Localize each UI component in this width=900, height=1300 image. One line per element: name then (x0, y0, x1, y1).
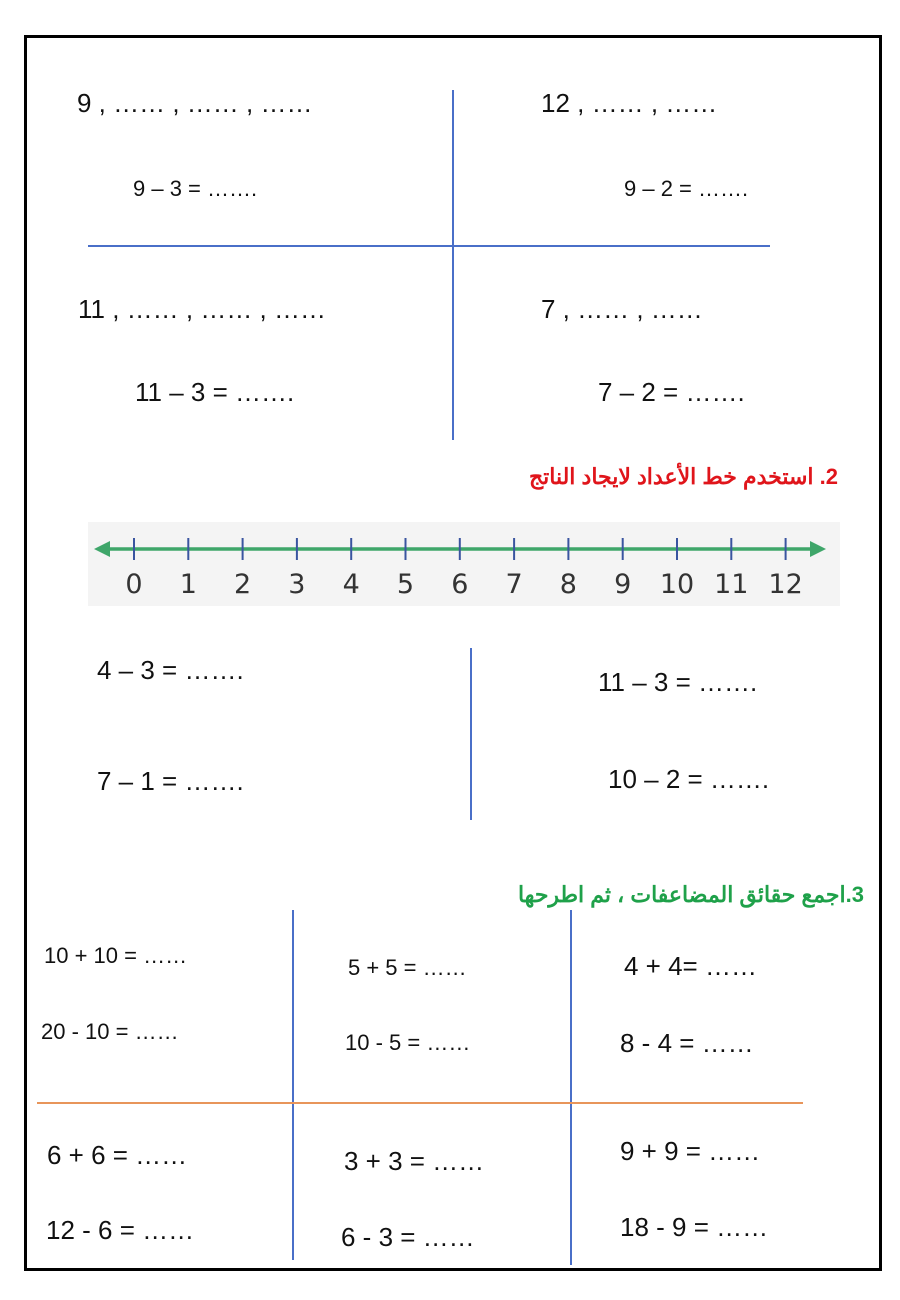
section2-heading: 2. استخدم خط الأعداد لايجاد الناتج (528, 464, 838, 489)
double-4-add: 4 + 4= …… (624, 951, 757, 981)
sequence-cell-3: 11 , …… , …… , …… (78, 294, 327, 324)
section3-heading: 3.اجمع حقائق المضاعفات ، ثم اطرحها (517, 882, 864, 907)
number-line-label: 0 (125, 569, 143, 600)
number-line-graphic (88, 522, 840, 606)
number-line-label: 1 (179, 569, 197, 600)
number-line (88, 522, 840, 606)
double-10-sub: 20 - 10 = …… (41, 1019, 179, 1044)
equation-11-minus-3: 11 – 3 = ……. (598, 667, 758, 697)
double-4-sub: 8 - 4 = …… (620, 1028, 754, 1058)
section3-vertical-divider-2 (570, 910, 572, 1265)
sequence-cell-1: 9 , …… , …… , …… (77, 88, 313, 118)
equation-10-minus-2: 10 – 2 = ……. (608, 764, 770, 794)
equation-7-minus-1: 7 – 1 = ……. (97, 766, 244, 796)
section3-horizontal-divider (37, 1102, 803, 1104)
number-line-right-arrow (810, 541, 826, 557)
number-line-label: 3 (288, 569, 306, 600)
number-line-label: 7 (505, 569, 523, 600)
equation-cell-3: 11 – 3 = ……. (135, 377, 295, 407)
section1-horizontal-divider (88, 245, 770, 247)
sequence-cell-4: 7 , …… , …… (541, 294, 703, 324)
number-line-label: 6 (451, 569, 469, 600)
double-10-add: 10 + 10 = …… (44, 943, 188, 968)
number-line-label: 11 (714, 569, 749, 600)
number-line-label: 5 (396, 569, 415, 600)
double-5-add: 5 + 5 = …… (348, 955, 467, 980)
equation-4-minus-3: 4 – 3 = ……. (97, 655, 244, 685)
double-9-sub: 18 - 9 = …… (620, 1212, 769, 1242)
double-3-sub: 6 - 3 = …… (341, 1222, 475, 1252)
double-3-add: 3 + 3 = …… (344, 1146, 485, 1176)
section2-vertical-divider (470, 648, 472, 820)
equation-cell-1: 9 – 3 = ……. (133, 176, 258, 201)
number-line-label: 2 (234, 569, 252, 600)
number-line-label: 10 (659, 569, 695, 600)
equation-cell-4: 7 – 2 = ……. (598, 377, 745, 407)
section1-vertical-divider (452, 90, 454, 440)
double-9-add: 9 + 9 = …… (620, 1136, 761, 1166)
sequence-cell-2: 12 , …… , …… (541, 88, 718, 118)
section3-vertical-divider-1 (292, 910, 294, 1260)
number-line-label: 9 (614, 569, 632, 600)
number-line-label: 4 (342, 569, 360, 600)
number-line-label: 12 (768, 569, 803, 600)
equation-cell-2: 9 – 2 = ……. (624, 176, 749, 201)
number-line-label: 8 (559, 569, 577, 600)
double-5-sub: 10 - 5 = …… (345, 1030, 471, 1055)
double-6-add: 6 + 6 = …… (47, 1140, 188, 1170)
double-6-sub: 12 - 6 = …… (46, 1215, 195, 1245)
number-line-left-arrow (94, 541, 110, 557)
